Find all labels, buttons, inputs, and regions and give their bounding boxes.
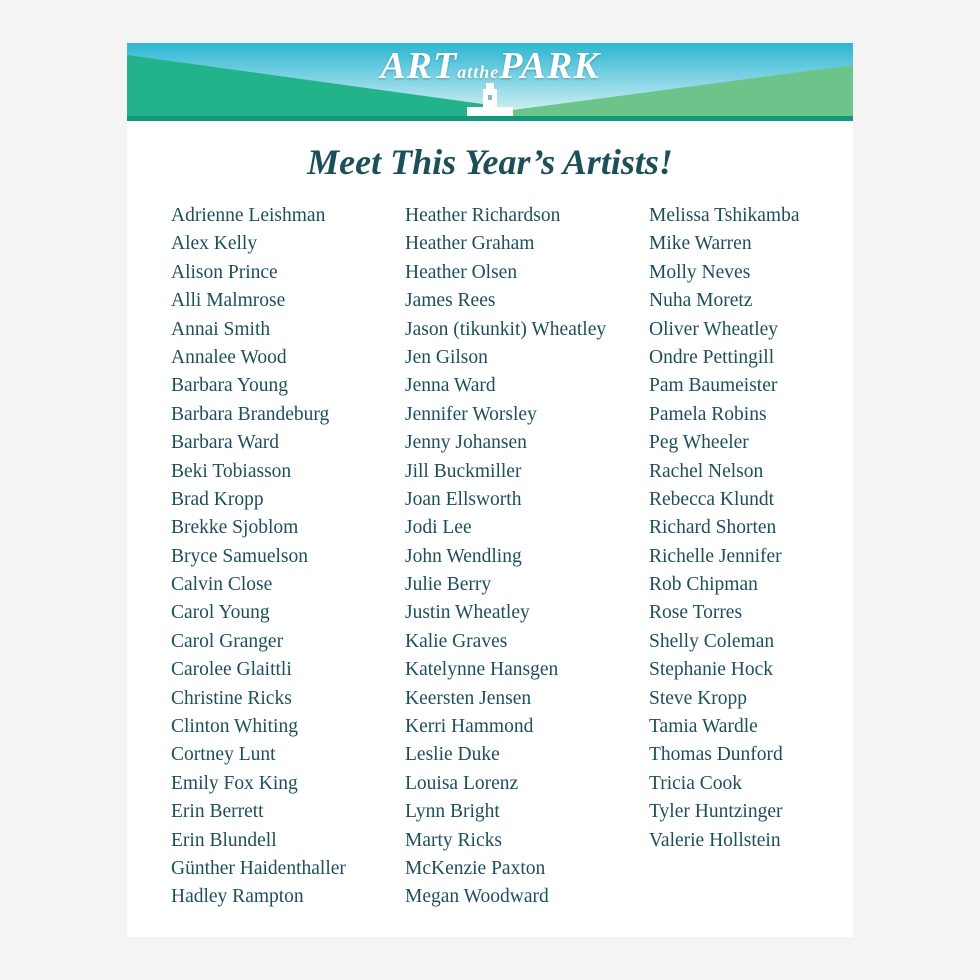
artist-name: Rebecca Klundt <box>649 488 775 510</box>
artist-name: Calvin Close <box>171 574 273 596</box>
artist-name: Carolee Glaittli <box>171 659 292 681</box>
artist-name: Adrienne Leishman <box>171 205 326 226</box>
artist-name: Tricia Cook <box>649 772 742 794</box>
art-at-the-park-logo: ARTatthePARK <box>380 45 600 87</box>
artist-name: Annalee Wood <box>171 346 287 368</box>
artist-name: Lynn Bright <box>405 801 500 823</box>
artist-name: Cortney Lunt <box>171 744 276 766</box>
artist-name: Barbara Young <box>171 375 288 397</box>
artist-name: Tyler Huntzinger <box>649 801 783 823</box>
artist-name: James Rees <box>405 290 496 312</box>
artist-name: Melissa Tshikamba <box>649 205 800 226</box>
artist-name: Kerri Hammond <box>405 716 534 738</box>
artist-list-column-1 <box>171 202 346 912</box>
artist-name: Jennifer Worsley <box>405 403 537 425</box>
artist-name: Valerie Hollstein <box>649 829 781 851</box>
artist-name: Nuha Moretz <box>649 290 753 312</box>
artist-name: McKenzie Paxton <box>405 857 546 879</box>
artist-name: Tamia Wardle <box>649 716 758 738</box>
artist-name: Rachel Nelson <box>649 460 764 482</box>
artist-name: Erin Berrett <box>171 801 264 823</box>
artist-name: Emily Fox King <box>171 772 298 794</box>
artist-list-column-3 <box>649 202 799 855</box>
artist-name: Brad Kropp <box>171 488 264 510</box>
artist-name: Jodi Lee <box>405 517 472 539</box>
artist-name: Rob Chipman <box>649 574 758 596</box>
artist-name: John Wendling <box>405 545 522 567</box>
artist-name: Mike Warren <box>649 233 752 255</box>
artist-name: Jill Buckmiller <box>405 460 522 482</box>
artist-name: Ondre Pettingill <box>649 346 775 368</box>
artist-name: Katelynne Hansgen <box>405 659 559 681</box>
artist-name: Barbara Ward <box>171 432 279 454</box>
artist-name: Molly Neves <box>649 261 751 283</box>
artist-name: Richard Shorten <box>649 517 777 539</box>
artist-name: Shelly Coleman <box>649 630 775 652</box>
artist-name: Joan Ellsworth <box>405 488 522 510</box>
artist-name: Jason (tikunkit) Wheatley <box>405 318 607 340</box>
artist-name: Erin Blundell <box>171 829 277 851</box>
artist-name: Leslie Duke <box>405 744 500 766</box>
artist-name: Clinton Whiting <box>171 716 298 738</box>
artist-name: Louisa Lorenz <box>405 772 519 794</box>
artist-name: Alex Kelly <box>171 233 258 255</box>
artist-name: Richelle Jennifer <box>649 545 782 567</box>
artist-name: Oliver Wheatley <box>649 318 779 340</box>
artist-name: Jenny Johansen <box>405 432 527 454</box>
artist-poster <box>127 43 853 937</box>
artist-name: Thomas Dunford <box>649 744 783 766</box>
artist-name: Justin Wheatley <box>405 602 530 624</box>
artist-name: Pam Baumeister <box>649 375 778 397</box>
artist-name: Alison Prince <box>171 261 278 283</box>
artist-name: Annai Smith <box>171 318 271 340</box>
artist-name: Kalie Graves <box>405 630 508 652</box>
artist-name: Brekke Sjoblom <box>171 517 299 539</box>
artist-name: Carol Young <box>171 602 270 624</box>
artist-name: Megan Woodward <box>405 886 549 908</box>
artist-name: Christine Ricks <box>171 687 292 709</box>
artist-name: Julie Berry <box>405 574 492 596</box>
artist-name: Marty Ricks <box>405 829 502 851</box>
artist-name: Barbara Brandeburg <box>171 403 330 425</box>
header-banner <box>127 43 853 121</box>
artist-name: Carol Granger <box>171 630 284 652</box>
artist-name: Heather Richardson <box>405 205 561 226</box>
artist-name: Pamela Robins <box>649 403 767 425</box>
artist-name: Jen Gilson <box>405 346 488 368</box>
artist-name: Keersten Jensen <box>405 687 532 709</box>
artist-name: Steve Kropp <box>649 687 748 709</box>
artist-name: Peg Wheeler <box>649 432 749 454</box>
artist-name: Rose Torres <box>649 602 743 624</box>
artist-name: Beki Tobiasson <box>171 460 292 482</box>
artist-name: Hadley Rampton <box>171 886 304 908</box>
artist-name: Bryce Samuelson <box>171 545 309 567</box>
artist-name: Günther Haidenthaller <box>171 857 346 879</box>
artist-name: Stephanie Hock <box>649 659 774 681</box>
artist-name: Jenna Ward <box>405 375 496 397</box>
artist-list-column-2 <box>405 202 606 912</box>
artist-name: Alli Malmrose <box>171 290 286 312</box>
artist-name: Heather Olsen <box>405 261 518 283</box>
page-title: Meet This Year’s Artists! <box>307 142 673 182</box>
artist-name: Heather Graham <box>405 233 535 255</box>
